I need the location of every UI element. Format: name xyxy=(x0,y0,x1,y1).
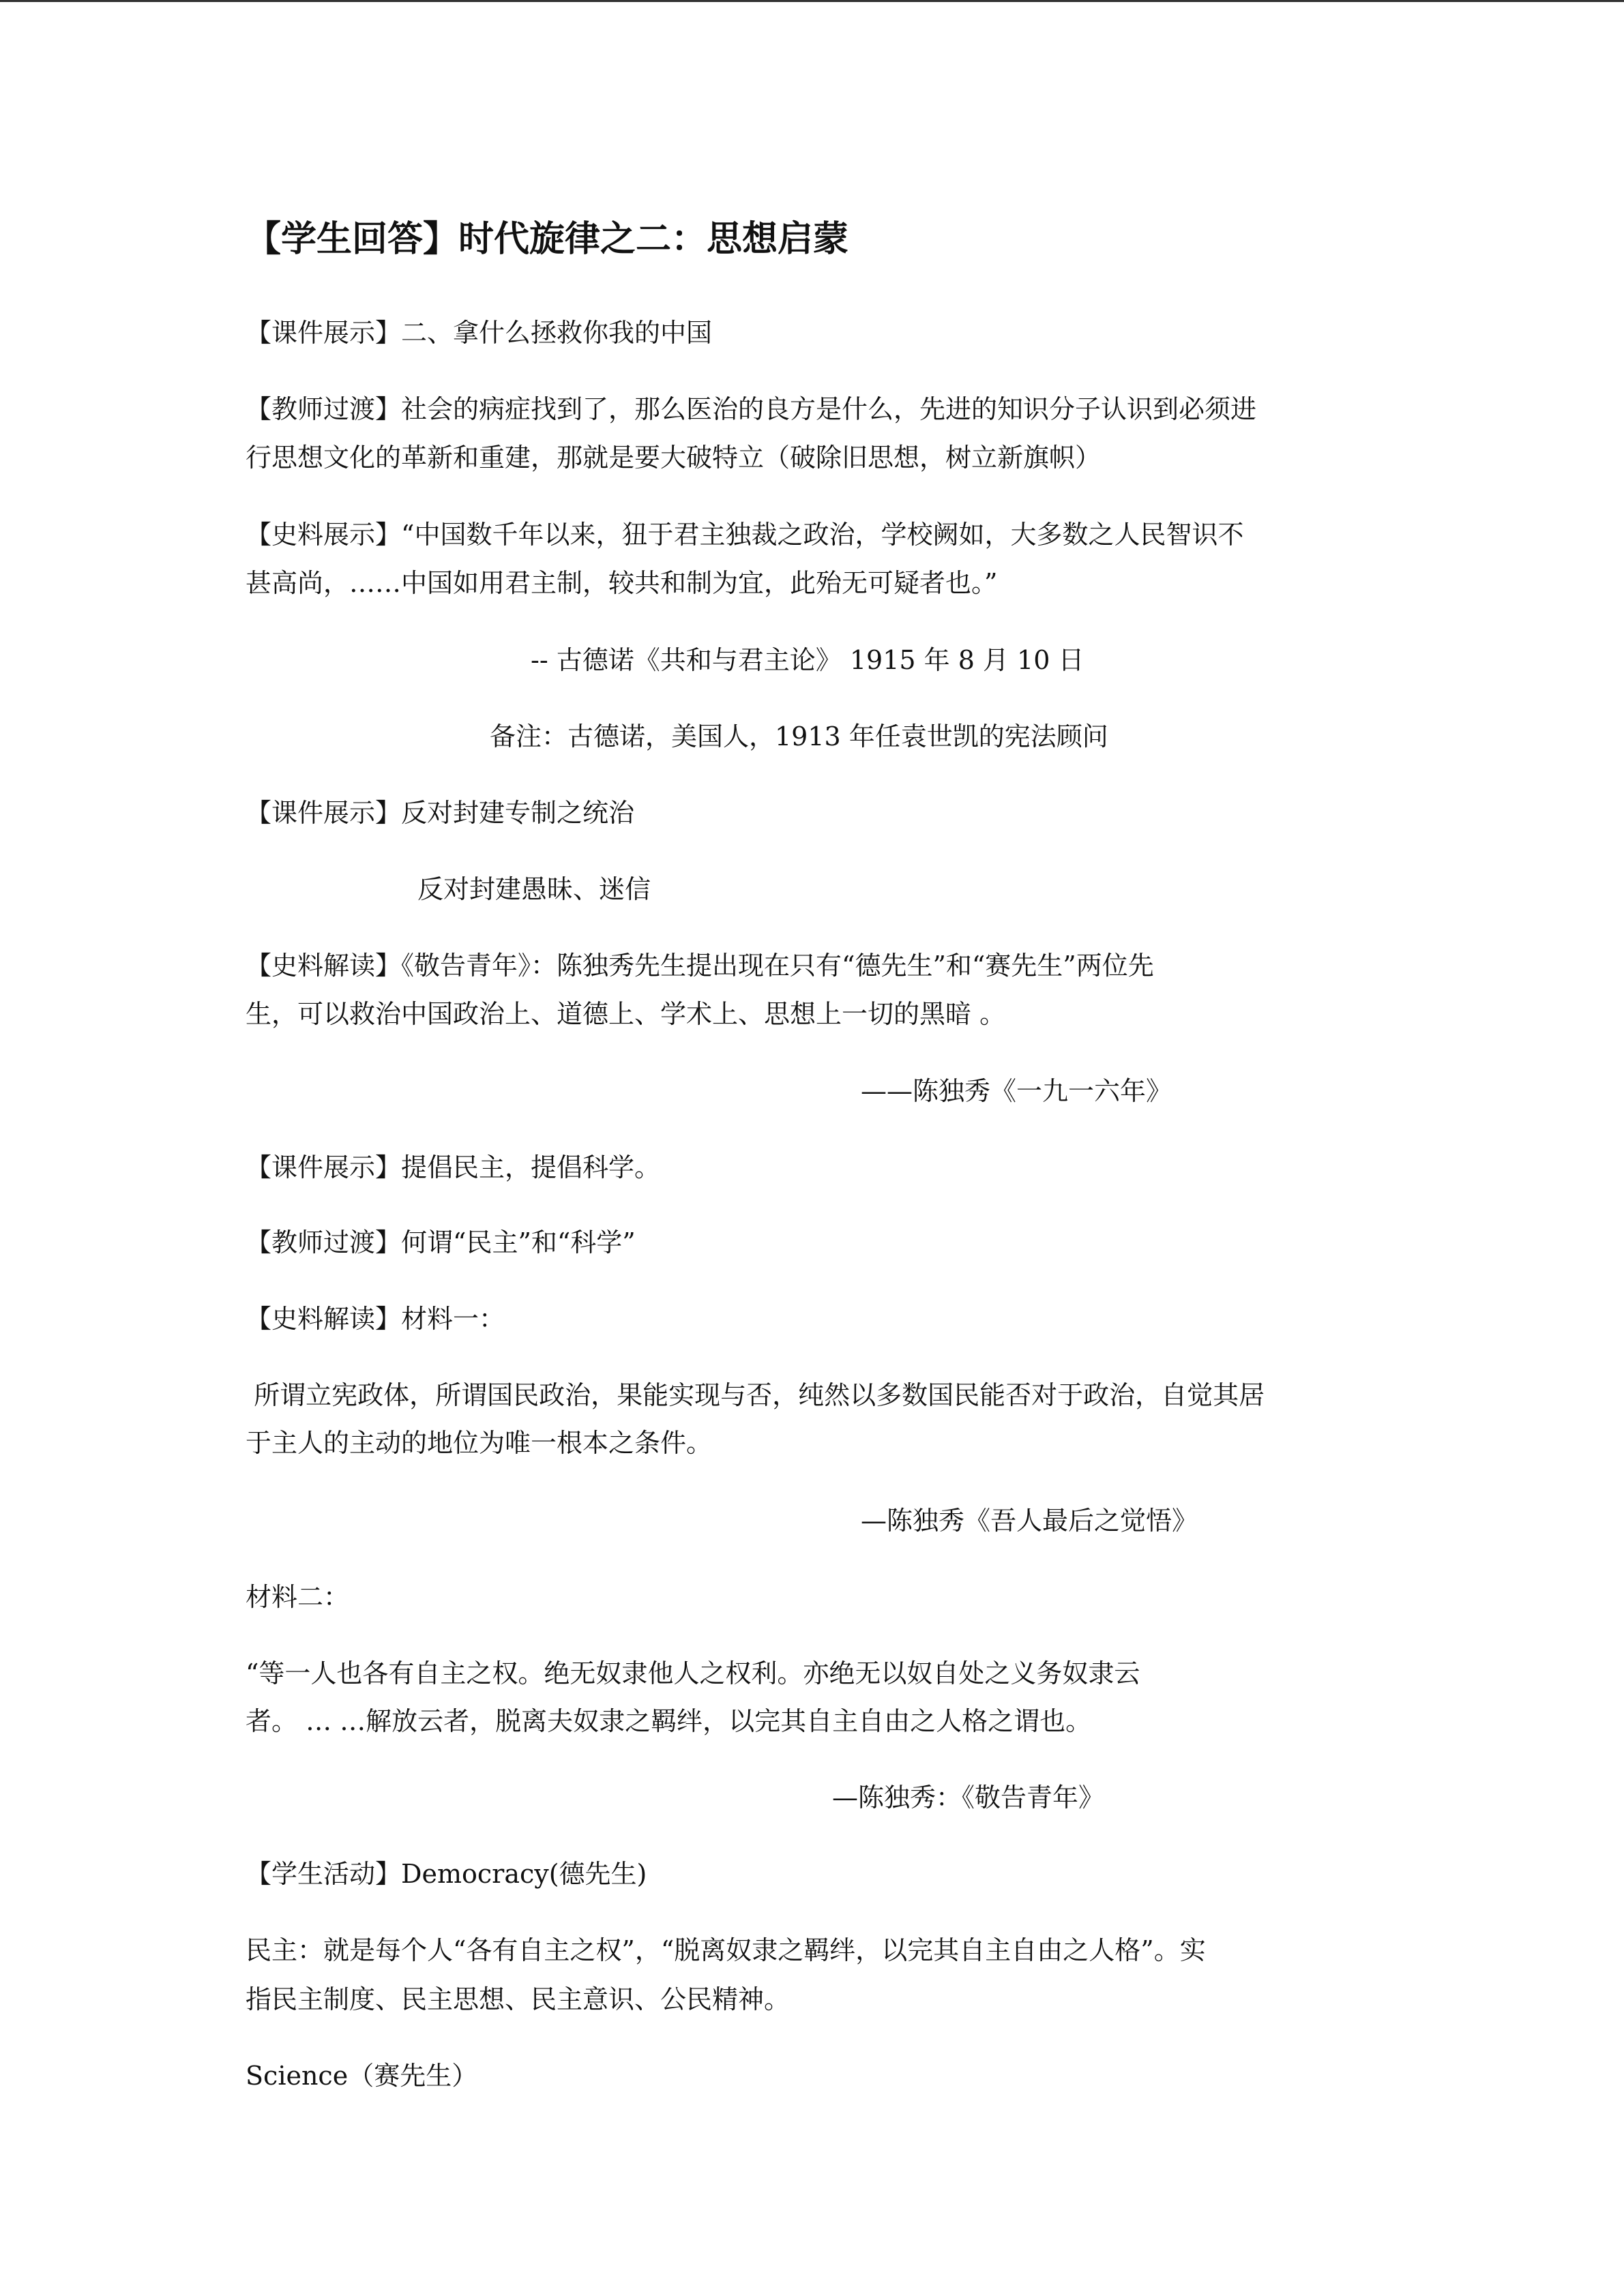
material-two-label: 材料二： xyxy=(246,1582,350,1612)
citation-1916: ——陈独秀《一九一六年》 xyxy=(861,1076,1172,1106)
paragraph-student-activity xyxy=(246,1856,647,1892)
section-text: Democracy(德先生) xyxy=(401,1859,647,1889)
paragraph-source-display xyxy=(246,517,1243,552)
section-label: 【教师过渡】 xyxy=(246,1227,402,1257)
paragraph-source-reading-2 xyxy=(246,1301,505,1337)
citation-last-awakening: —陈独秀《吾人最后之觉悟》 xyxy=(861,1506,1198,1536)
paragraph-courseware-1 xyxy=(246,315,712,351)
section-text: 何谓“民主”和“科学” xyxy=(401,1227,636,1257)
material-one-text-cont: 于主人的主动的地位为唯一根本之条件。 xyxy=(246,1428,713,1458)
democracy-definition-cont: 指民主制度、民主思想、民主意识、公民精神。 xyxy=(246,1984,791,2014)
section-text: 《敬告青年》：陈独秀先生提出现在只有“德先生”和“赛先生”两位先 xyxy=(401,951,1154,981)
section-label: 【课件展示】 xyxy=(246,798,402,828)
paragraph-teacher-transition-1 xyxy=(246,391,1256,427)
section-label: 【课件展示】 xyxy=(246,1152,402,1182)
democracy-definition: 民主：就是每个人“各有自主之权”，“脱离奴隶之羁绊，以完其自主自由之人格”。实 xyxy=(246,1935,1206,1965)
section-text: 二、拿什么拯救你我的中国 xyxy=(401,318,713,348)
section-label: 【课件展示】 xyxy=(246,318,402,348)
page-title: 【学生回答】时代旋律之二：思想启蒙 xyxy=(246,218,849,260)
science-heading: Science（赛先生） xyxy=(246,2061,478,2091)
material-two-text: “等一人也各有自主之权。绝无奴隶他人之权利。亦绝无以奴自处之义务奴隶云 xyxy=(246,1658,1140,1688)
paragraph-source-display-cont: 甚高尚，……中国如用君主制，较共和制为宜，此殆无可疑者也。” xyxy=(246,568,998,598)
note-goodnow: 备注：古德诺，美国人，1913 年任袁世凯的宪法顾问 xyxy=(490,721,1108,751)
paragraph-teacher-transition-2 xyxy=(246,1225,636,1260)
section-label: 【史料展示】 xyxy=(246,520,402,550)
section-label: 【学生活动】 xyxy=(246,1859,402,1889)
section-text: 社会的病症找到了，那么医治的良方是什么，先进的知识分子认识到必须进 xyxy=(401,394,1257,424)
paragraph-courseware-3 xyxy=(246,1150,660,1185)
section-text: 反对封建专制之统治 xyxy=(401,798,635,828)
material-two-text-cont: 者。 … …解放云者，脱离夫奴隶之羁绊，以完其自主自由之人格之谓也。 xyxy=(246,1706,1092,1736)
citation-goodnow: -- 古德诺《共和与君主论》 1915 年 8 月 10 日 xyxy=(531,645,1084,675)
citation-call-to-youth: —陈独秀：《敬告青年》 xyxy=(832,1783,1105,1813)
section-label: 【史料解读】 xyxy=(246,951,402,981)
paragraph-source-reading-1-cont: 生，可以救治中国政治上、道德上、学术上、思想上一切的黑暗 。 xyxy=(246,999,1006,1029)
paragraph-courseware-2 xyxy=(246,795,634,831)
material-one-text: 所谓立宪政体，所谓国民政治，果能实现与否，纯然以多数国民能否对于政治，自觉其居 xyxy=(246,1380,1265,1410)
section-text: 材料一： xyxy=(401,1304,505,1334)
courseware-2-second-line: 反对封建愚昧、迷信 xyxy=(417,874,651,904)
paragraph-source-reading-1 xyxy=(246,948,1154,983)
section-text: “中国数千年以来，狃于君主独裁之政治，学校阙如，大多数之人民智识不 xyxy=(401,520,1244,550)
section-label: 【教师过渡】 xyxy=(246,394,402,424)
section-label: 【史料解读】 xyxy=(246,1304,402,1334)
paragraph-teacher-transition-1-cont: 行思想文化的革新和重建，那就是要大破特立（破除旧思想，树立新旗帜） xyxy=(246,443,1102,473)
section-text: 提倡民主，提倡科学。 xyxy=(401,1152,661,1182)
